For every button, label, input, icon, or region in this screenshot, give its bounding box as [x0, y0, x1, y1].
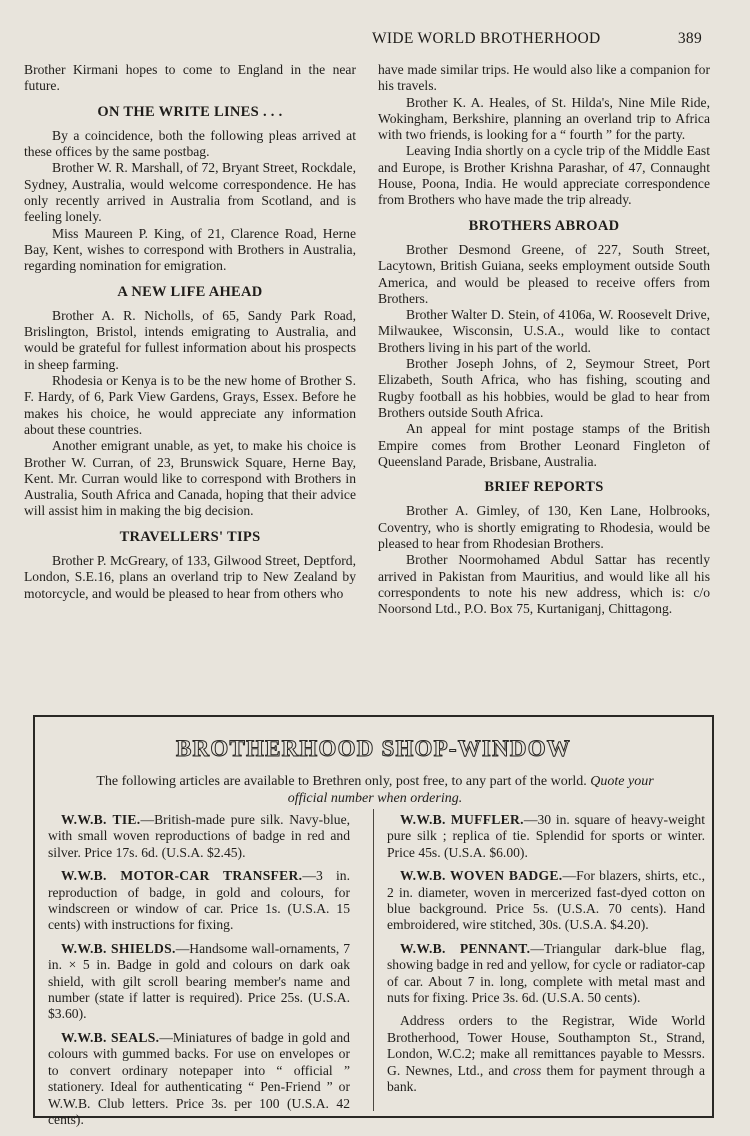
item-name: W.W.B. SEALS. [61, 1029, 160, 1045]
item-name: W.W.B. MOTOR-CAR TRANSFER. [61, 868, 303, 884]
item-name: W.W.B. MUFFLER. [400, 812, 524, 827]
paragraph: By a coincidence, both the following pleas arrived at these offices by the same postbag. [24, 127, 356, 160]
shop-window-box [33, 715, 714, 1127]
shop-right-column [387, 812, 705, 1103]
shop-left-column [48, 812, 350, 1135]
item-name: W.W.B. TIE. [61, 812, 141, 827]
column-divider [373, 809, 374, 1111]
item-text: —Handsome wall-ornaments, 7 in. × 5 in. Badge in gold and colours on dark oak shield, with gilt scroll bearing member's name and number (state if latter is required). Price 25s. (U.S.A. $3.60). [48, 940, 351, 1022]
item-text: —British-made pure silk. Navy-blue, with small woven reproductions of badge in red and silver. Price 17s. 6d. (U.S.A. $2.45). [48, 812, 351, 860]
shop-item-pennant [387, 941, 705, 1007]
address-italic: cross [513, 1062, 542, 1078]
section-heading: ON THE WRITE LINES . . . [97, 103, 283, 120]
shop-item-tie [48, 812, 350, 861]
paragraph: Rhodesia or Kenya is to be the new home of Brother S. F. Hardy, of 6, Park View Gardens, Grays, Essex. Before he makes his choice, he would appreciate any information about these countries. [24, 373, 356, 437]
right-column [378, 62, 710, 618]
item-text: —Miniatures of badge in gold and colours with gummed backs. For use on envelopes or to convert ordinary notepaper into “ official ” stationery. Ideal for authenticating “ Pen-Friend ” or W.W.B. Club letters. Price 3s. per 100 (U.S.A. 42 cents). [48, 1029, 350, 1127]
shop-item-muffler [387, 812, 705, 861]
paragraph: Brother K. A. Heales, of St. Hilda's, Nine Mile Ride, Wokingham, Berkshire, planning an overland trip to Africa with two friends, is looking for a “ fourth ” for the party. [378, 94, 710, 143]
left-column [24, 62, 356, 602]
shop-item-transfer [48, 868, 350, 934]
paragraph: Miss Maureen P. King, of 21, Clarence Road, Herne Bay, Kent, wishes to correspond with Brothers in Australia, regarding nomination for emigration. [24, 225, 356, 274]
paragraph: have made similar trips. He would also like a companion for his travels. [378, 62, 710, 94]
paragraph: Brother Kirmani hopes to come to England in the near future. [24, 62, 356, 94]
running-title: WIDE WORLD BROTHERHOOD [372, 30, 601, 47]
item-text: —3 in. reproduction of badge, in gold and colours, for windscreen or window of car. Price 1s. (U.S.A. 15 cents) with instructions for fixing. [48, 868, 350, 933]
section-heading: BROTHERS ABROAD [468, 217, 620, 234]
shop-title: BROTHERHOOD SHOP-WINDOW [176, 736, 571, 761]
shop-item-seals [48, 1030, 350, 1128]
address-text-end: them for payment through a bank. [387, 1062, 705, 1095]
paragraph: Leaving India shortly on a cycle trip of the Middle East and Europe, is Brother Krishna Parashar, of 47, Connaught House, Poona, India. He would appreciate correspondence from Brothers who have made the trip already. [378, 143, 710, 208]
paragraph: Brother A. Gimley, of 130, Ken Lane, Holbrooks, Coventry, who is shortly emigrating to Rhodesia, would be pleased to hear from Rhodesian Brothers. [378, 503, 710, 552]
item-name: W.W.B. WOVEN BADGE. [400, 868, 563, 884]
shop-item-woven-badge [387, 868, 705, 934]
section-heading: BRIEF REPORTS [484, 479, 604, 496]
paragraph: Brother Walter D. Stein, of 4106a, W. Roosevelt Drive, Milwaukee, Wisconsin, U.S.A., would like to contact Brothers living in his part of the world. [378, 307, 710, 355]
item-name: W.W.B. SHIELDS. [61, 940, 176, 956]
section-heading: TRAVELLERS' TIPS [119, 528, 261, 545]
shop-item-shields [48, 941, 350, 1023]
intro-text: The following articles are available to Brethren only, post free, to any part of the world. [96, 774, 587, 789]
paragraph: Brother P. McGreary, of 133, Gilwood Street, Deptford, London, S.E.16, plans an overland trip to New Zealand by motorcycle, and would be pleased to hear from others who [24, 553, 356, 601]
shop-intro [95, 774, 655, 807]
paragraph: An appeal for mint postage stamps of the British Empire comes from Brother Leonard Fingleton of Queensland Parade, Brisbane, Australia. [378, 421, 710, 469]
intro-italic: Quote your official number when ordering. [287, 774, 654, 806]
paragraph: Brother Noormohamed Abdul Sattar has recently arrived in Pakistan from Mauritius, and would like all his correspondents to note his new address, which is: c/o Noorsond Ltd., P.O. Box 75, Kurtaniganj, Chittagong. [378, 552, 710, 617]
paragraph: Brother W. R. Marshall, of 72, Bryant Street, Rockdale, Sydney, Australia, would welcome correspondence. He has only recently arrived in Australia from Scotland, and is feeling lonely. [24, 160, 356, 225]
item-text: —Triangular dark-blue flag, showing badge in red and yellow, for cycle or radiator-cap of car. About 7 in. long, complete with metal mast and nuts for fixing. Price 3s. 6d. (U.S.A. 50 cents). [387, 940, 705, 1006]
address-text: Address orders to the Registrar, Wide World Brotherhood, Tower House, Southampton St., Strand, London, W.C.2; make all remittances payable to Messrs. G. Newnes, Ltd., and [387, 1013, 705, 1078]
paragraph: Brother Joseph Johns, of 2, Seymour Street, Port Elizabeth, South Africa, who has fishing, scouting and Rugby football as his hobbies, would be glad to hear from Brothers outside South Africa. [378, 356, 710, 420]
paragraph: Another emigrant unable, as yet, to make his choice is Brother W. Curran, of 23, Brunswick Square, Herne Bay, Kent. Mr. Curran would like to correspond with Brothers in Australia, South Africa and Canada, hoping that their advice will assist him in making the big decision. [24, 438, 356, 519]
page-number: 389 [677, 30, 702, 47]
item-text: —For blazers, shirts, etc., 2 in. diameter, woven in mercerized fast-dyed cotton on blue background. Price 5s. (U.S.A. 70 cents). Hand embroidered, wire stitched, 30s. (U.S.A. $4.20). [387, 868, 706, 933]
paragraph: Brother A. R. Nicholls, of 65, Sandy Park Road, Brislington, Bristol, intends emigrating to Australia, and would be grateful for fullest information about his prospects in sheep farming. [24, 307, 356, 372]
section-heading: A NEW LIFE AHEAD [117, 283, 263, 300]
paragraph: Brother Desmond Greene, of 227, South Street, Lacytown, British Guiana, seeks employment outside South America, and would be pleased to receive offers from Brothers. [378, 241, 710, 306]
order-address [387, 1013, 705, 1095]
item-text: —30 in. square of heavy-weight pure silk ; replica of tie. Splendid for sports or winter. Price 45s. (U.S.A. $6.00). [387, 812, 705, 860]
item-name: W.W.B. PENNANT. [400, 940, 531, 956]
